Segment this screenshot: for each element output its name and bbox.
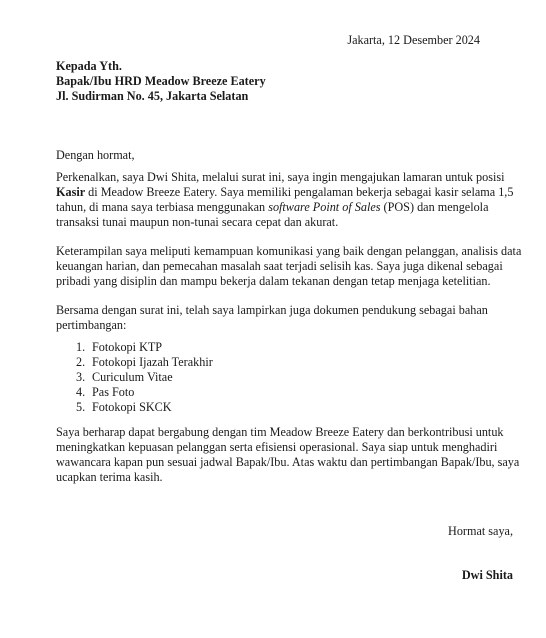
list-item bbox=[76, 385, 213, 400]
paragraph-line bbox=[56, 185, 514, 200]
paragraph-text: (POS) dan mengelola bbox=[380, 200, 489, 214]
list-number: 1. bbox=[76, 340, 86, 354]
list-number: 4. bbox=[76, 385, 86, 399]
recipient-address: Jl. Sudirman No. 45, Jakarta Selatan bbox=[56, 89, 249, 103]
paragraph-line: keuangan harian, dan pemecahan masalah saat terjadi selisih kas. Saya juga dikenal sebagai bbox=[56, 259, 503, 273]
list-label: Fotokopi KTP bbox=[92, 340, 163, 354]
closing-salutation: Hormat saya, bbox=[448, 524, 513, 538]
letter-date: Jakarta, 12 Desember 2024 bbox=[347, 33, 480, 47]
list-item bbox=[76, 355, 213, 370]
recipient-name: Bapak/Ibu HRD Meadow Breeze Eatery bbox=[56, 74, 266, 88]
paragraph-line bbox=[56, 200, 496, 215]
list-label: Fotokopi SKCK bbox=[92, 400, 172, 414]
paragraph-line: Bersama dengan surat ini, telah saya lampirkan juga dokumen pendukung sebagai bahan bbox=[56, 303, 488, 317]
software-term: software Point of Sales bbox=[268, 200, 381, 214]
signer-name: Dwi Shita bbox=[461, 568, 513, 582]
paragraph-line: transaksi tunai maupun non-tunai secara cepat dan akurat. bbox=[56, 215, 339, 229]
list-number: 5. bbox=[76, 400, 86, 414]
position-name: Kasir bbox=[56, 185, 86, 199]
list-item bbox=[76, 370, 213, 385]
paragraph-line: Saya berharap dapat bergabung dengan tim Meadow Breeze Eatery dan berkontribusi untuk bbox=[56, 425, 504, 439]
paragraph-line: wawancara kapan pun sesuai jadwal Bapak/Ibu. Atas waktu dan pertimbangan Bapak/Ibu, saya bbox=[56, 455, 520, 469]
paragraph-line: meningkatkan kepuasan pelanggan serta efisiensi operasional. Saya siap untuk menghadiri bbox=[56, 440, 498, 454]
paragraph-line: ucapkan terima kasih. bbox=[56, 470, 163, 484]
paragraph-line: Keterampilan saya meliputi kemampuan komunikasi yang baik dengan pelanggan, analisis data bbox=[56, 244, 522, 258]
paragraph-text: tahun, di mana saya terbiasa menggunakan bbox=[56, 200, 269, 214]
list-number: 2. bbox=[76, 355, 86, 369]
paragraph-attachments-intro bbox=[56, 303, 496, 333]
attachment-list bbox=[76, 340, 213, 415]
list-label: Fotokopi Ijazah Terakhir bbox=[92, 355, 213, 369]
recipient-block bbox=[56, 59, 266, 104]
paragraph-line: pribadi yang disiplin dan mampu bekerja dalam tekanan dengan tetap menjaga ketelitian. bbox=[56, 274, 491, 288]
list-item bbox=[76, 400, 213, 415]
greeting: Dengan hormat, bbox=[56, 148, 135, 162]
paragraph-line: pertimbangan: bbox=[56, 318, 127, 332]
paragraph-line: Perkenalkan, saya Dwi Shita, melalui surat ini, saya ingin mengajukan lamaran untuk posisi bbox=[56, 170, 505, 184]
list-label: Curiculum Vitae bbox=[92, 370, 173, 384]
paragraph-introduction bbox=[56, 170, 514, 230]
paragraph-closing-statement bbox=[56, 425, 520, 485]
recipient-salutation: Kepada Yth. bbox=[56, 59, 122, 73]
paragraph-text: di Meadow Breeze Eatery. Saya memiliki pengalaman bekerja sebagai kasir selama 1,5 bbox=[85, 185, 514, 199]
list-item bbox=[76, 340, 213, 355]
list-label: Pas Foto bbox=[92, 385, 135, 399]
paragraph-skills bbox=[56, 244, 522, 289]
list-number: 3. bbox=[76, 370, 86, 384]
